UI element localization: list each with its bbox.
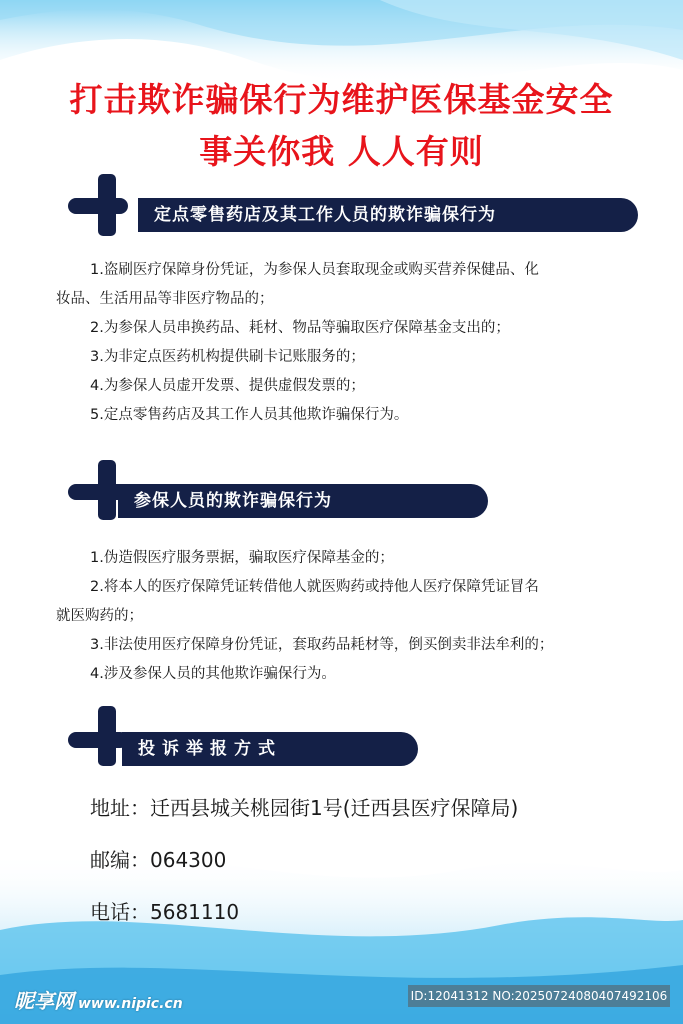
list-item: 3.为非定点医药机构提供刷卡记账服务的； <box>90 349 365 365</box>
plus-bar <box>68 732 128 748</box>
title-line-1: 打击欺诈骗保行为维护医保基金安全 <box>69 80 614 119</box>
list-item: 5.定点零售药店及其工作人员其他欺诈骗保行为。 <box>90 407 409 423</box>
title-line-2: 事关你我 人人有则 <box>199 132 484 171</box>
address: 地址：迁西县城关桃园街1号(迁西县医疗保障局) <box>90 796 519 820</box>
list-item: 妆品、生活用品等非医疗物品的； <box>56 291 274 307</box>
list-item: 3.非法使用医疗保障身份凭证，套取药品耗材等，倒买倒卖非法牟利的； <box>90 637 554 653</box>
list-item: 就医购药的； <box>56 608 143 624</box>
logo-text: 昵享网 <box>14 989 74 1013</box>
section-heading: 参保人员的欺诈骗保行为 <box>118 484 488 518</box>
section-1-list <box>56 256 636 430</box>
list-item: 2.为参保人员串换药品、耗材、物品等骗取医疗保障基金支出的； <box>90 320 510 336</box>
list-item: 4.涉及参保人员的其他欺诈骗保行为。 <box>90 666 336 682</box>
postcode: 邮编：064300 <box>90 848 227 872</box>
logo-url: www.nipic.cn <box>78 996 183 1012</box>
section-heading: 投诉举报方式 <box>122 732 418 766</box>
section-heading: 定点零售药店及其工作人员的欺诈骗保行为 <box>138 198 638 232</box>
plus-bar <box>68 198 128 214</box>
section-2-list <box>56 544 636 689</box>
list-item: 1.伪造假医疗服务票据，骗取医疗保障基金的； <box>90 550 394 566</box>
watermark-logo <box>14 985 183 1014</box>
list-item: 1.盗刷医疗保障身份凭证，为参保人员套取现金或购买营养保健品、化 <box>90 262 539 278</box>
image-id-label: ID:12041312 NO:20250724080407492106 <box>408 985 670 1007</box>
list-item: 4.为参保人员虚开发票、提供虚假发票的； <box>90 378 365 394</box>
phone: 电话：5681110 <box>90 900 240 924</box>
contact-info <box>90 782 518 938</box>
list-item: 2.将本人的医疗保障凭证转借他人就医购药或持他人医疗保障凭证冒名 <box>90 579 539 595</box>
